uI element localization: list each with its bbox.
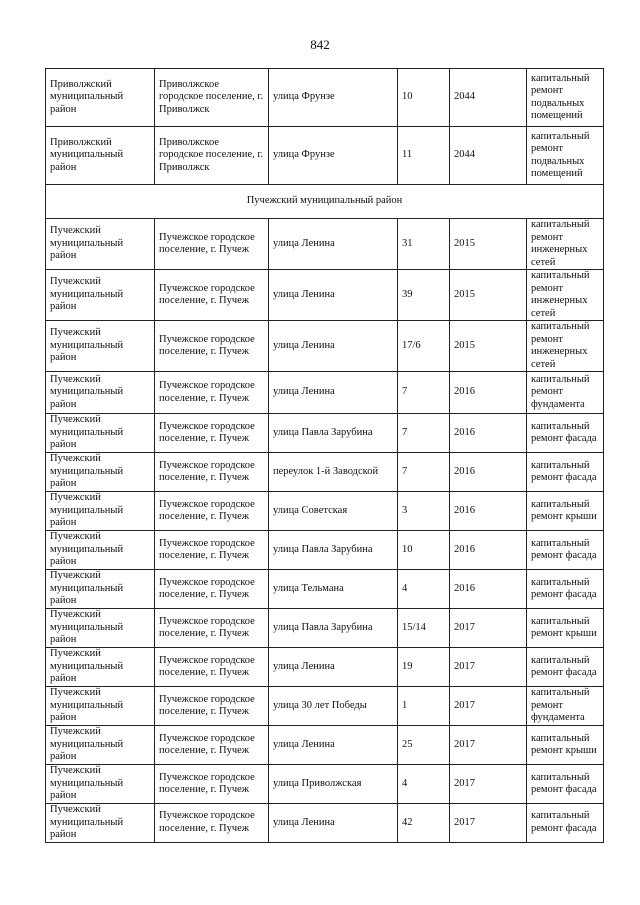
year-cell: 2044 <box>450 69 527 127</box>
house-number-cell: 4 <box>398 570 450 609</box>
district-cell: Пучежский муниципальный район <box>46 372 155 414</box>
table-row <box>46 765 604 804</box>
table-row <box>46 570 604 609</box>
page-number: 842 <box>310 37 330 52</box>
year-cell: 2016 <box>450 414 527 453</box>
settlement-cell: Пучежское городское поселение, г. Пучеж <box>155 570 269 609</box>
house-number-cell: 11 <box>398 127 450 185</box>
settlement-cell: Приволжское городское поселение, г. Приволжск <box>155 69 269 127</box>
house-number-cell: 7 <box>398 372 450 414</box>
settlement-cell: Пучежское городское поселение, г. Пучеж <box>155 492 269 531</box>
work-type-cell: капитальный ремонт фасада <box>527 453 604 492</box>
district-cell: Пучежский муниципальный район <box>46 531 155 570</box>
street-cell: улица Советская <box>269 492 398 531</box>
district-cell: Пучежский муниципальный район <box>46 726 155 765</box>
house-number-cell: 25 <box>398 726 450 765</box>
house-number-cell: 15/14 <box>398 609 450 648</box>
street-cell: улица Ленина <box>269 804 398 843</box>
table-row <box>46 270 604 321</box>
section-header-row <box>46 185 604 219</box>
table-row <box>46 492 604 531</box>
year-cell: 2017 <box>450 687 527 726</box>
work-type-cell: капитальный ремонт крыши <box>527 492 604 531</box>
house-number-cell: 19 <box>398 648 450 687</box>
district-cell: Пучежский муниципальный район <box>46 609 155 648</box>
year-cell: 2016 <box>450 372 527 414</box>
house-number-cell: 1 <box>398 687 450 726</box>
year-cell: 2016 <box>450 492 527 531</box>
district-cell: Пучежский муниципальный район <box>46 270 155 321</box>
street-cell: улица Тельмана <box>269 570 398 609</box>
settlement-cell: Пучежское городское поселение, г. Пучеж <box>155 321 269 372</box>
district-cell: Пучежский муниципальный район <box>46 492 155 531</box>
table-row <box>46 687 604 726</box>
district-cell: Пучежский муниципальный район <box>46 765 155 804</box>
settlement-cell: Пучежское городское поселение, г. Пучеж <box>155 270 269 321</box>
repair-schedule-table <box>45 68 604 843</box>
district-cell: Пучежский муниципальный район <box>46 414 155 453</box>
year-cell: 2044 <box>450 127 527 185</box>
street-cell: улица Ленина <box>269 372 398 414</box>
work-type-cell: капитальный ремонт фасада <box>527 570 604 609</box>
table-row <box>46 609 604 648</box>
settlement-cell: Пучежское городское поселение, г. Пучеж <box>155 804 269 843</box>
district-cell: Пучежский муниципальный район <box>46 570 155 609</box>
house-number-cell: 17/6 <box>398 321 450 372</box>
settlement-cell: Пучежское городское поселение, г. Пучеж <box>155 687 269 726</box>
table-row <box>46 531 604 570</box>
table-row <box>46 414 604 453</box>
work-type-cell: капитальный ремонт фасада <box>527 804 604 843</box>
year-cell: 2016 <box>450 453 527 492</box>
year-cell: 2016 <box>450 531 527 570</box>
district-cell: Приволжский муниципальный район <box>46 69 155 127</box>
house-number-cell: 42 <box>398 804 450 843</box>
district-cell: Пучежский муниципальный район <box>46 321 155 372</box>
district-cell: Пучежский муниципальный район <box>46 687 155 726</box>
work-type-cell: капитальный ремонт фундамента <box>527 372 604 414</box>
work-type-cell: капитальный ремонт фундамента <box>527 687 604 726</box>
settlement-cell: Пучежское городское поселение, г. Пучеж <box>155 453 269 492</box>
table-row <box>46 804 604 843</box>
district-cell: Пучежский муниципальный район <box>46 453 155 492</box>
settlement-cell: Пучежское городское поселение, г. Пучеж <box>155 372 269 414</box>
table-row <box>46 372 604 414</box>
work-type-cell: капитальный ремонт инженерных сетей <box>527 321 604 372</box>
work-type-cell: капитальный ремонт подвальных помещений <box>527 127 604 185</box>
work-type-cell: капитальный ремонт фасада <box>527 531 604 570</box>
street-cell: улица Ленина <box>269 321 398 372</box>
house-number-cell: 3 <box>398 492 450 531</box>
table-row <box>46 127 604 185</box>
district-cell: Пучежский муниципальный район <box>46 219 155 270</box>
year-cell: 2017 <box>450 726 527 765</box>
house-number-cell: 10 <box>398 69 450 127</box>
street-cell: улица Приволжская <box>269 765 398 804</box>
section-title: Пучежский муниципальный район <box>46 185 604 219</box>
street-cell: улица Ленина <box>269 270 398 321</box>
work-type-cell: капитальный ремонт инженерных сетей <box>527 219 604 270</box>
district-cell: Пучежский муниципальный район <box>46 804 155 843</box>
table-row <box>46 648 604 687</box>
table-row <box>46 453 604 492</box>
house-number-cell: 31 <box>398 219 450 270</box>
street-cell: переулок 1-й Заводской <box>269 453 398 492</box>
work-type-cell: капитальный ремонт подвальных помещений <box>527 69 604 127</box>
street-cell: улица Павла Зарубина <box>269 609 398 648</box>
table-body <box>46 69 604 843</box>
work-type-cell: капитальный ремонт инженерных сетей <box>527 270 604 321</box>
table-row <box>46 726 604 765</box>
work-type-cell: капитальный ремонт крыши <box>527 726 604 765</box>
settlement-cell: Пучежское городское поселение, г. Пучеж <box>155 531 269 570</box>
house-number-cell: 39 <box>398 270 450 321</box>
house-number-cell: 10 <box>398 531 450 570</box>
settlement-cell: Приволжское городское поселение, г. Приволжск <box>155 127 269 185</box>
year-cell: 2015 <box>450 270 527 321</box>
street-cell: улица 30 лет Победы <box>269 687 398 726</box>
settlement-cell: Пучежское городское поселение, г. Пучеж <box>155 609 269 648</box>
table-row <box>46 69 604 127</box>
district-cell: Пучежский муниципальный район <box>46 648 155 687</box>
work-type-cell: капитальный ремонт фасада <box>527 648 604 687</box>
house-number-cell: 4 <box>398 765 450 804</box>
work-type-cell: капитальный ремонт фасада <box>527 765 604 804</box>
work-type-cell: капитальный ремонт фасада <box>527 414 604 453</box>
settlement-cell: Пучежское городское поселение, г. Пучеж <box>155 414 269 453</box>
settlement-cell: Пучежское городское поселение, г. Пучеж <box>155 765 269 804</box>
year-cell: 2017 <box>450 804 527 843</box>
year-cell: 2015 <box>450 321 527 372</box>
year-cell: 2017 <box>450 765 527 804</box>
house-number-cell: 7 <box>398 414 450 453</box>
settlement-cell: Пучежское городское поселение, г. Пучеж <box>155 219 269 270</box>
street-cell: улица Фрунзе <box>269 69 398 127</box>
table-row <box>46 321 604 372</box>
year-cell: 2017 <box>450 648 527 687</box>
district-cell: Приволжский муниципальный район <box>46 127 155 185</box>
year-cell: 2015 <box>450 219 527 270</box>
settlement-cell: Пучежское городское поселение, г. Пучеж <box>155 648 269 687</box>
street-cell: улица Фрунзе <box>269 127 398 185</box>
street-cell: улица Ленина <box>269 648 398 687</box>
work-type-cell: капитальный ремонт крыши <box>527 609 604 648</box>
table-row <box>46 219 604 270</box>
street-cell: улица Павла Зарубина <box>269 414 398 453</box>
settlement-cell: Пучежское городское поселение, г. Пучеж <box>155 726 269 765</box>
street-cell: улица Павла Зарубина <box>269 531 398 570</box>
house-number-cell: 7 <box>398 453 450 492</box>
street-cell: улица Ленина <box>269 219 398 270</box>
year-cell: 2017 <box>450 609 527 648</box>
street-cell: улица Ленина <box>269 726 398 765</box>
year-cell: 2016 <box>450 570 527 609</box>
